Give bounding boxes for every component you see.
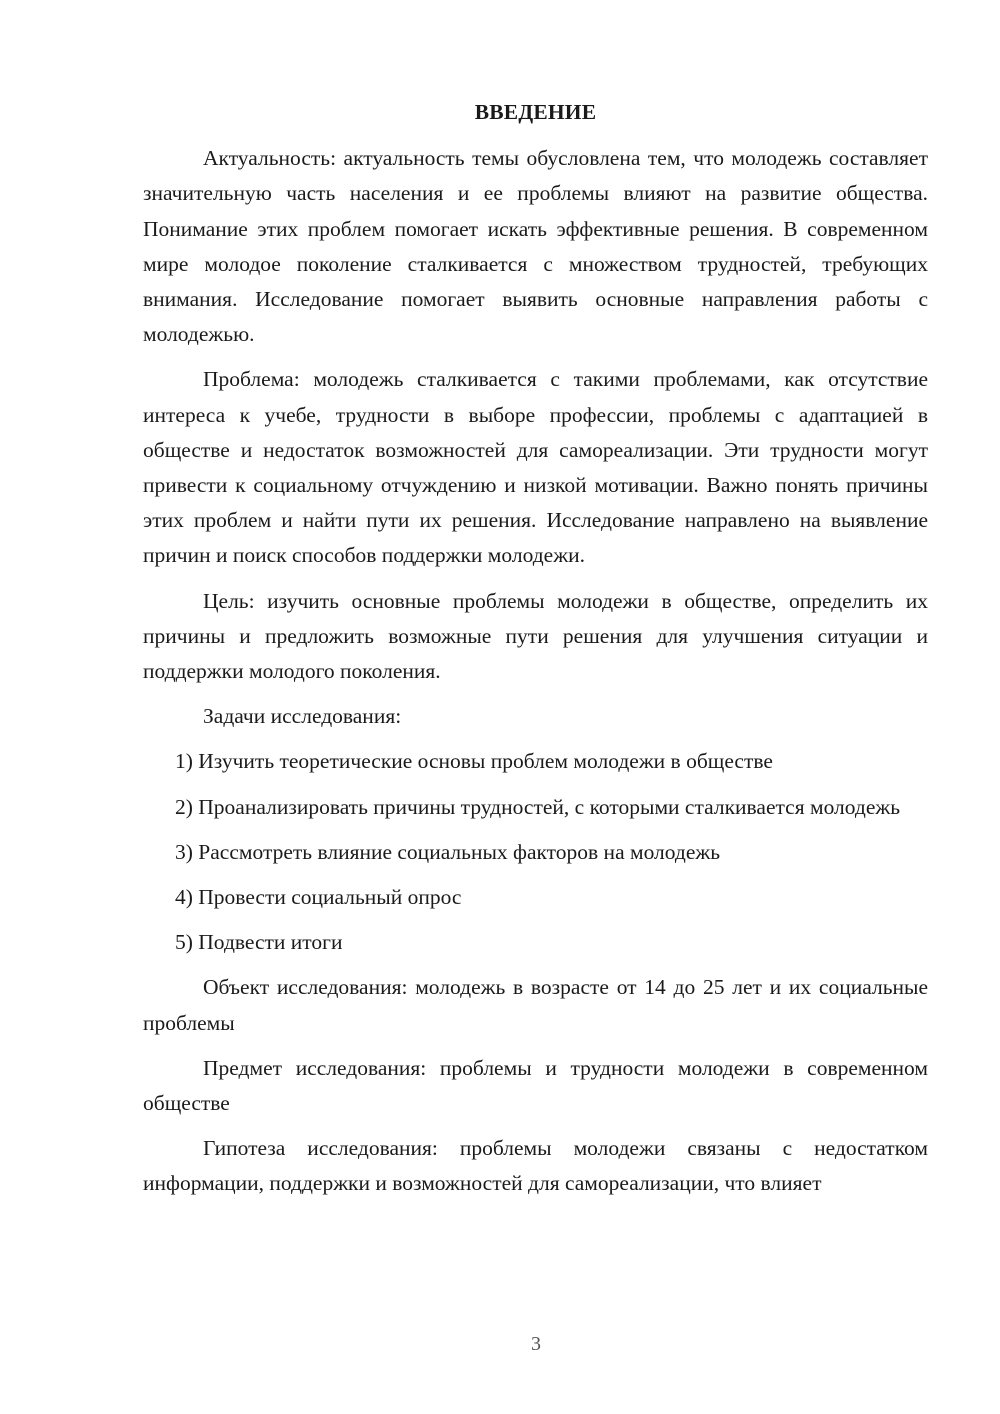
task-item: 1) Изучить теоретические основы проблем молодежи в обществе: [175, 749, 773, 774]
goal-paragraph: Цель: изучить основные проблемы молодежи в обществе, определить их причины и предложить возможные пути решения для улучшения ситуации и поддержки молодого поколения.: [143, 588, 928, 684]
problem-paragraph: Проблема: молодежь сталкивается с такими проблемами, как отсутствие интереса к учебе, трудности в выборе профессии, проблемы с адаптацией в обществе и недостаток возможностей для самореализации. Эти трудности могут привести к социальному отчуждению и низкой мотивации. Важно понять причины этих проблем и найти пути их решения. Исследование направлено на выявление причин и поиск способов поддержки молодежи.: [143, 367, 928, 568]
page-title: ВВЕДЕНИЕ: [474, 100, 597, 124]
relevance-paragraph: Актуальность: актуальность темы обусловлена тем, что молодежь составляет значительную часть населения и ее проблемы влияют на развитие общества. Понимание этих проблем помогает искать эффективные решения. В современном мире молодое поколение сталкивается с множеством трудностей, требующих внимания. Исследование помогает выявить основные направления работы с молодежью.: [143, 146, 928, 347]
object-paragraph: Объект исследования: молодежь в возрасте от 14 до 25 лет и их социальные проблемы: [143, 975, 928, 1035]
page-number: 3: [531, 1333, 541, 1355]
subject-paragraph: Предмет исследования: проблемы и трудности молодежи в современном обществе: [143, 1055, 928, 1116]
tasks-heading: Задачи исследования:: [203, 704, 402, 729]
task-item: 4) Провести социальный опрос: [175, 885, 462, 910]
task-item: 2) Проанализировать причины трудностей, с которыми сталкивается молодежь: [175, 794, 901, 819]
task-item: 3) Рассмотреть влияние социальных факторов на молодежь: [175, 839, 721, 864]
page-content: [143, 95, 928, 1202]
hypothesis-paragraph: Гипотеза исследования: проблемы молодежи связаны с недостатком информации, поддержки и возможностей для самореализации, что влияет: [143, 1136, 928, 1196]
task-item: 5) Подвести итоги: [175, 930, 343, 955]
